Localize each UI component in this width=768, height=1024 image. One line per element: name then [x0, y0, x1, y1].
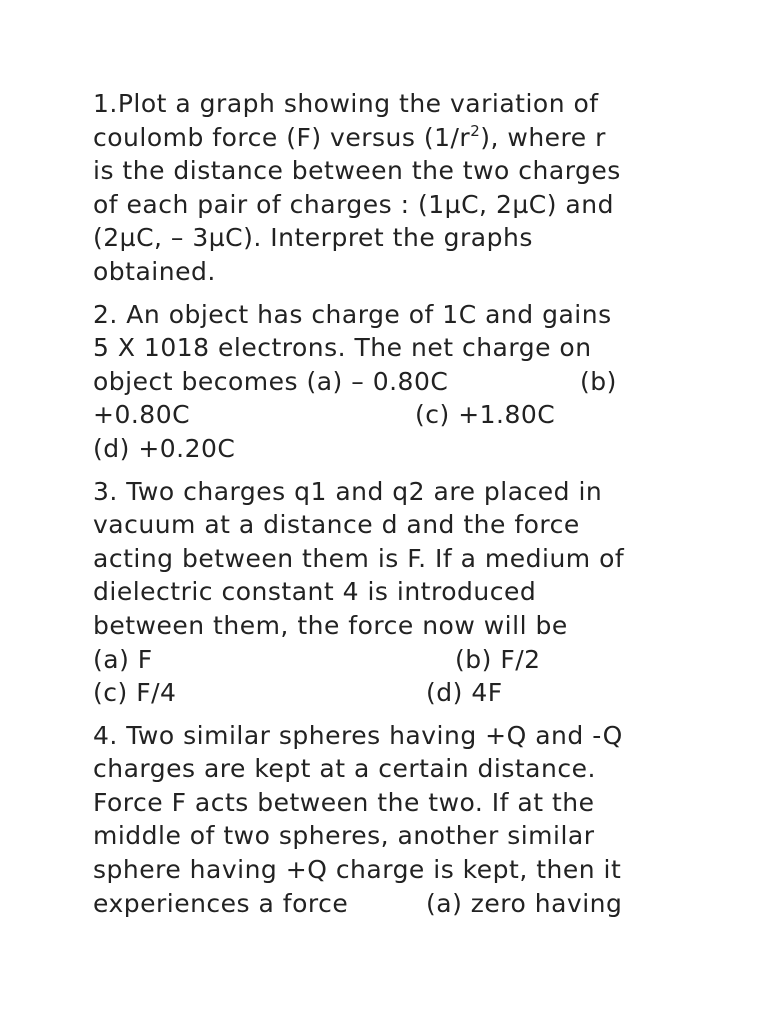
question-2-option-d: (d) +0.20C [93, 433, 236, 463]
question-3-option-d: (d) 4F [426, 678, 503, 708]
question-list [93, 87, 693, 920]
question-2-option-a: object becomes (a) – 0.80C [93, 366, 449, 396]
question-4-stem-end: experiences a force [93, 888, 349, 918]
question-3-options-ab [93, 643, 693, 677]
question-2 [93, 298, 693, 466]
question-3-option-a: (a) F [93, 644, 153, 674]
question-3-line-4: dielectric constant 4 is introduced [93, 577, 537, 607]
question-3-line-3: acting between them is F. If a medium of [93, 543, 625, 573]
question-1 [93, 87, 693, 289]
question-4-line-1: 4. Two similar spheres having +Q and -Q [93, 720, 623, 750]
question-3-line-2: vacuum at a distance d and the force [93, 510, 580, 540]
question-3 [93, 475, 693, 710]
question-3-option-c: (c) F/4 [93, 678, 177, 708]
question-2-line-3 [93, 365, 693, 399]
question-3-line-5: between them, the force now will be [93, 610, 568, 640]
question-1-line-6: obtained. [93, 256, 216, 286]
question-3-option-b: (b) F/2 [455, 644, 541, 674]
question-2-line-1: 2. An object has charge of 1C and gains [93, 299, 612, 329]
question-3-line-1: 3. Two charges q1 and q2 are placed in [93, 476, 603, 506]
question-4-line-6 [93, 887, 693, 921]
question-1-line-4: of each pair of charges : (1µC, 2µC) and [93, 189, 614, 219]
question-1-line-5: (2µC, – 3µC). Interpret the graphs [93, 223, 533, 253]
question-1-line-2-text-b: ), where r [480, 122, 606, 152]
question-3-options-cd [93, 676, 693, 710]
question-2-option-b-value: +0.80C [93, 400, 191, 430]
question-4 [93, 719, 693, 921]
question-2-option-b-label: (b) [580, 366, 617, 396]
question-4-line-3: Force F acts between the two. If at the [93, 787, 595, 817]
question-1-line-1: 1.Plot a graph showing the variation of [93, 89, 599, 118]
question-1-line-3: is the distance between the two charges [93, 156, 621, 186]
question-4-line-4: middle of two spheres, another similar [93, 821, 595, 851]
question-4-line-2: charges are kept at a certain distance. [93, 754, 596, 784]
question-2-option-c: (c) +1.80C [415, 400, 556, 430]
question-4-line-5: sphere having +Q charge is kept, then it [93, 855, 622, 885]
question-4-option-a: (a) zero having [426, 888, 623, 918]
question-1-line-2-text-a: coulomb force (F) versus (1/r [93, 122, 471, 152]
question-2-line-2: 5 X 1018 electrons. The net charge on [93, 333, 592, 363]
question-1-line-2 [93, 121, 693, 155]
question-2-line-4 [93, 398, 693, 432]
superscript-2: 2 [470, 121, 481, 140]
